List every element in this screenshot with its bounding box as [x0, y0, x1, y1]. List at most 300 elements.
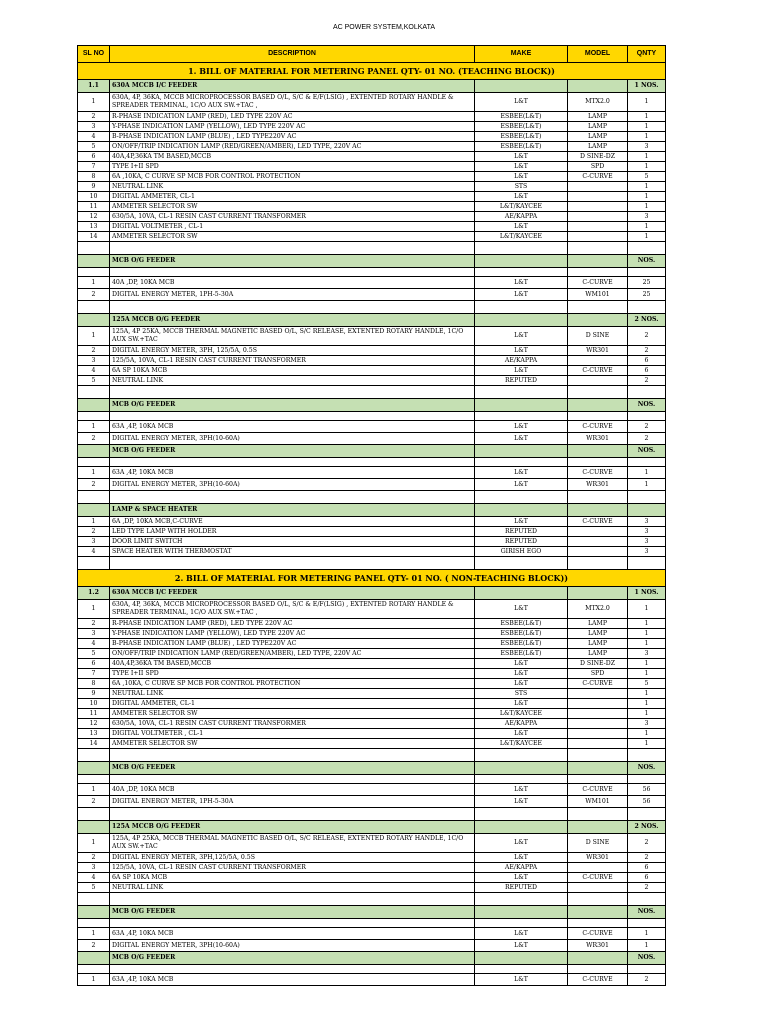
- description-cell: 125/5A, 10VA, CL-1 RESIN CAST CURRENT TRANSFORMER: [110, 863, 475, 873]
- make-cell: [475, 749, 568, 762]
- description-cell: TYPE I+II SPD: [110, 162, 475, 172]
- description-cell: DIGITAL ENERGY METER, 3PH(10-60A): [110, 433, 475, 445]
- description-cell: MCB O/G FEEDER: [110, 255, 475, 268]
- sl-no-cell: 3: [78, 629, 110, 639]
- model-cell: [568, 863, 628, 873]
- make-cell: STS: [475, 689, 568, 699]
- sl-no-cell: 9: [78, 689, 110, 699]
- table-row: [78, 639, 666, 649]
- description-cell: DIGITAL VOLTMETER , CL-1: [110, 222, 475, 232]
- quantity-cell: 2: [628, 853, 666, 863]
- sl-no-cell: 1: [78, 421, 110, 433]
- description-cell: [110, 965, 475, 974]
- quantity-cell: 1: [628, 629, 666, 639]
- feeder-header-row: [78, 445, 666, 458]
- description-cell: ON/OFF/TRIP INDICATION LAMP (RED/GREEN/AMBER), LED TYPE, 220V AC: [110, 142, 475, 152]
- description-cell: AMMETER SELECTOR SW: [110, 232, 475, 242]
- table-row: [78, 629, 666, 639]
- make-cell: ESBEE(L&T): [475, 619, 568, 629]
- make-cell: AE/KAPPA: [475, 212, 568, 222]
- model-cell: D SINE-DZ: [568, 152, 628, 162]
- table-header-row: [78, 46, 666, 63]
- description-cell: [110, 808, 475, 821]
- make-cell: [475, 242, 568, 255]
- make-cell: L&T: [475, 277, 568, 289]
- quantity-cell: 1: [628, 940, 666, 952]
- model-cell: [568, 504, 628, 517]
- table-row: [78, 699, 666, 709]
- table-row: [78, 679, 666, 689]
- table-row: [78, 689, 666, 699]
- table-row: [78, 376, 666, 386]
- description-cell: 6A SP 10KA MCB: [110, 366, 475, 376]
- table-row: [78, 873, 666, 883]
- quantity-cell: 5: [628, 172, 666, 182]
- make-cell: ESBEE(L&T): [475, 132, 568, 142]
- feeder-header-row: [78, 255, 666, 268]
- sl-no-cell: [78, 445, 110, 458]
- description-cell: [110, 557, 475, 570]
- make-cell: REPUTED: [475, 883, 568, 893]
- quantity-cell: 56: [628, 784, 666, 796]
- sl-no-cell: 10: [78, 699, 110, 709]
- description-cell: DIGITAL VOLTMETER , CL-1: [110, 729, 475, 739]
- model-cell: [568, 242, 628, 255]
- model-cell: C-CURVE: [568, 974, 628, 986]
- description-cell: 63A ,4P, 10KA MCB: [110, 421, 475, 433]
- sl-no-cell: [78, 399, 110, 412]
- make-cell: [475, 557, 568, 570]
- table-row: [78, 162, 666, 172]
- table-row: [78, 277, 666, 289]
- make-cell: L&T: [475, 853, 568, 863]
- make-cell: L&T: [475, 93, 568, 112]
- description-cell: 40A,4P,36KA TM BASED,MCCB: [110, 659, 475, 669]
- spacer-row: [78, 965, 666, 974]
- model-cell: [568, 587, 628, 600]
- table-row: [78, 467, 666, 479]
- sl-no-cell: 1: [78, 600, 110, 619]
- description-cell: 125A, 4P 25KA, MCCB THERMAL MAGNETIC BASED O/L, S/C RELEASE, EXTENTED ROTARY HANDLE, 1C/O AUX SW.+TAC: [110, 834, 475, 853]
- sl-no-cell: 2: [78, 796, 110, 808]
- sl-no-cell: 1.2: [78, 587, 110, 600]
- quantity-cell: 3: [628, 537, 666, 547]
- make-cell: [475, 821, 568, 834]
- sl-no-cell: [78, 412, 110, 421]
- table-row: [78, 182, 666, 192]
- description-cell: 630A MCCB I/C FEEDER: [110, 80, 475, 93]
- make-cell: L&T/KAYCEE: [475, 202, 568, 212]
- model-cell: D SINE: [568, 834, 628, 853]
- make-cell: [475, 399, 568, 412]
- description-cell: Y-PHASE INDICATION LAMP (YELLOW), LED TYPE 220V AC: [110, 122, 475, 132]
- quantity-cell: 1: [628, 729, 666, 739]
- description-cell: DIGITAL ENERGY METER, 3PH(10-60A): [110, 940, 475, 952]
- sl-no-cell: 12: [78, 719, 110, 729]
- description-cell: DIGITAL ENERGY METER, 1PH-5-30A: [110, 796, 475, 808]
- model-cell: [568, 202, 628, 212]
- description-cell: [110, 412, 475, 421]
- description-cell: NEUTRAL LINK: [110, 376, 475, 386]
- sl-no-cell: 4: [78, 366, 110, 376]
- make-cell: L&T: [475, 517, 568, 527]
- sl-no-cell: 3: [78, 863, 110, 873]
- description-cell: 630A, 4P, 36KA, MCCB MICROPROCESSOR BASED O/L, S/C & E/F(LSIG) , EXTENTED ROTARY HANDLE & SPREADER TERMINAL, 1C/O AUX SW.+TAC ,: [110, 600, 475, 619]
- description-cell: [110, 919, 475, 928]
- model-cell: [568, 709, 628, 719]
- description-cell: [110, 491, 475, 504]
- model-cell: [568, 689, 628, 699]
- model-cell: C-CURVE: [568, 172, 628, 182]
- make-cell: L&T: [475, 928, 568, 940]
- sl-no-cell: 2: [78, 112, 110, 122]
- quantity-cell: 1: [628, 152, 666, 162]
- model-cell: MTX2.0: [568, 600, 628, 619]
- feeder-header-row: [78, 821, 666, 834]
- table-row: [78, 784, 666, 796]
- table-row: [78, 222, 666, 232]
- table-row: [78, 517, 666, 527]
- table-row: [78, 112, 666, 122]
- feeder-header-row: [78, 399, 666, 412]
- quantity-cell: [628, 919, 666, 928]
- sl-no-cell: 10: [78, 192, 110, 202]
- table-row: [78, 527, 666, 537]
- model-cell: [568, 314, 628, 327]
- sl-no-cell: 8: [78, 679, 110, 689]
- make-cell: L&T: [475, 327, 568, 346]
- description-cell: B-PHASE INDICATION LAMP (BLUE) , LED TYPE220V AC: [110, 132, 475, 142]
- spacer-row: [78, 268, 666, 277]
- model-cell: WR301: [568, 346, 628, 356]
- quantity-cell: 3: [628, 547, 666, 557]
- model-cell: [568, 952, 628, 965]
- model-cell: LAMP: [568, 142, 628, 152]
- model-cell: [568, 268, 628, 277]
- quantity-cell: 1: [628, 222, 666, 232]
- description-cell: 630/5A, 10VA, CL-1 RESIN CAST CURRENT TRANSFORMER: [110, 212, 475, 222]
- quantity-cell: 1: [628, 659, 666, 669]
- table-row: [78, 346, 666, 356]
- quantity-cell: 3: [628, 649, 666, 659]
- column-header-model: MODEL: [568, 46, 628, 63]
- quantity-cell: 6: [628, 863, 666, 873]
- model-cell: [568, 412, 628, 421]
- quantity-cell: [628, 386, 666, 399]
- description-cell: 125A, 4P 25KA, MCCB THERMAL MAGNETIC BASED O/L, S/C RELEASE, EXTENTED ROTARY HANDLE, 1C/O AUX SW.+TAC: [110, 327, 475, 346]
- sl-no-cell: 1: [78, 327, 110, 346]
- description-cell: 6A ,10KA, C CURVE SP MCB FOR CONTROL PROTECTION: [110, 172, 475, 182]
- model-cell: [568, 762, 628, 775]
- model-cell: [568, 883, 628, 893]
- spacer-row: [78, 919, 666, 928]
- quantity-cell: 2: [628, 433, 666, 445]
- model-cell: LAMP: [568, 112, 628, 122]
- sl-no-cell: [78, 808, 110, 821]
- model-cell: SPD: [568, 162, 628, 172]
- make-cell: L&T: [475, 172, 568, 182]
- make-cell: L&T: [475, 346, 568, 356]
- description-cell: MCB O/G FEEDER: [110, 445, 475, 458]
- quantity-cell: 1: [628, 162, 666, 172]
- table-row: [78, 433, 666, 445]
- feeder-header-row: [78, 906, 666, 919]
- model-cell: LAMP: [568, 122, 628, 132]
- quantity-cell: [628, 557, 666, 570]
- model-cell: C-CURVE: [568, 467, 628, 479]
- model-cell: D SINE: [568, 327, 628, 346]
- table-row: [78, 93, 666, 112]
- sl-no-cell: [78, 458, 110, 467]
- quantity-cell: 56: [628, 796, 666, 808]
- sl-no-cell: [78, 491, 110, 504]
- quantity-cell: 2: [628, 346, 666, 356]
- model-cell: [568, 527, 628, 537]
- model-cell: [568, 255, 628, 268]
- quantity-cell: 1: [628, 479, 666, 491]
- table-row: [78, 142, 666, 152]
- quantity-cell: [628, 301, 666, 314]
- table-row: [78, 729, 666, 739]
- make-cell: L&T: [475, 729, 568, 739]
- table-row: [78, 289, 666, 301]
- model-cell: [568, 222, 628, 232]
- model-cell: WM101: [568, 289, 628, 301]
- quantity-cell: [628, 491, 666, 504]
- section-title: 2. BILL OF MATERIAL FOR METERING PANEL QTY- 01 NO. ( NON-TEACHING BLOCK)): [78, 570, 666, 587]
- table-row: [78, 619, 666, 629]
- quantity-cell: 1: [628, 709, 666, 719]
- description-cell: R-PHASE INDICATION LAMP (RED), LED TYPE 220V AC: [110, 619, 475, 629]
- feeder-header-row: [78, 762, 666, 775]
- spacer-row: [78, 775, 666, 784]
- model-cell: LAMP: [568, 629, 628, 639]
- sl-no-cell: [78, 952, 110, 965]
- make-cell: L&T: [475, 784, 568, 796]
- table-row: [78, 421, 666, 433]
- feeder-header-row: [78, 587, 666, 600]
- make-cell: [475, 906, 568, 919]
- quantity-cell: NOS.: [628, 445, 666, 458]
- make-cell: L&T: [475, 479, 568, 491]
- sl-no-cell: [78, 504, 110, 517]
- model-cell: C-CURVE: [568, 679, 628, 689]
- quantity-cell: 1: [628, 669, 666, 679]
- quantity-cell: 6: [628, 366, 666, 376]
- quantity-cell: [628, 504, 666, 517]
- quantity-cell: [628, 242, 666, 255]
- make-cell: [475, 762, 568, 775]
- quantity-cell: 1 NOS.: [628, 587, 666, 600]
- description-cell: 630A, 4P, 36KA, MCCB MICROPROCESSOR BASED O/L, S/C & E/F(LSIG) , EXTENTED ROTARY HANDLE & SPREADER TERMINAL, 1C/O AUX SW.+TAC ,: [110, 93, 475, 112]
- table-row: [78, 853, 666, 863]
- make-cell: GIRISH EGO: [475, 547, 568, 557]
- model-cell: [568, 919, 628, 928]
- section-title-row: [78, 570, 666, 587]
- model-cell: [568, 906, 628, 919]
- model-cell: LAMP: [568, 639, 628, 649]
- description-cell: [110, 242, 475, 255]
- model-cell: WR301: [568, 940, 628, 952]
- sl-no-cell: [78, 965, 110, 974]
- model-cell: [568, 80, 628, 93]
- sl-no-cell: 1: [78, 517, 110, 527]
- quantity-cell: 1: [628, 699, 666, 709]
- model-cell: WR301: [568, 433, 628, 445]
- model-cell: [568, 386, 628, 399]
- sl-no-cell: [78, 821, 110, 834]
- description-cell: AMMETER SELECTOR SW: [110, 739, 475, 749]
- sl-no-cell: 12: [78, 212, 110, 222]
- make-cell: L&T: [475, 940, 568, 952]
- quantity-cell: 1: [628, 192, 666, 202]
- model-cell: MTX2.0: [568, 93, 628, 112]
- description-cell: DIGITAL ENERGY METER, 3PH(10-60A): [110, 479, 475, 491]
- quantity-cell: 1: [628, 182, 666, 192]
- quantity-cell: 1: [628, 600, 666, 619]
- description-cell: NEUTRAL LINK: [110, 689, 475, 699]
- description-cell: DIGITAL AMMETER, CL-1: [110, 192, 475, 202]
- sl-no-cell: 1: [78, 784, 110, 796]
- sl-no-cell: 3: [78, 356, 110, 366]
- sl-no-cell: 4: [78, 873, 110, 883]
- description-cell: 6A SP 10KA MCB: [110, 873, 475, 883]
- table-row: [78, 928, 666, 940]
- quantity-cell: 3: [628, 212, 666, 222]
- make-cell: [475, 255, 568, 268]
- table-row: [78, 974, 666, 986]
- section-title: 1. BILL OF MATERIAL FOR METERING PANEL QTY- 01 NO. (TEACHING BLOCK)): [78, 63, 666, 80]
- model-cell: C-CURVE: [568, 928, 628, 940]
- sl-no-cell: [78, 255, 110, 268]
- quantity-cell: NOS.: [628, 399, 666, 412]
- quantity-cell: 5: [628, 679, 666, 689]
- description-cell: MCB O/G FEEDER: [110, 762, 475, 775]
- description-cell: [110, 458, 475, 467]
- description-cell: 63A ,4P, 10KA MCB: [110, 974, 475, 986]
- make-cell: [475, 808, 568, 821]
- sl-no-cell: 4: [78, 547, 110, 557]
- quantity-cell: [628, 412, 666, 421]
- make-cell: [475, 412, 568, 421]
- make-cell: L&T: [475, 796, 568, 808]
- make-cell: L&T/KAYCEE: [475, 232, 568, 242]
- sl-no-cell: [78, 893, 110, 906]
- spacer-row: [78, 808, 666, 821]
- quantity-cell: 2: [628, 974, 666, 986]
- description-cell: DOOR LIMIT SWITCH: [110, 537, 475, 547]
- make-cell: L&T: [475, 600, 568, 619]
- model-cell: [568, 965, 628, 974]
- make-cell: L&T: [475, 366, 568, 376]
- model-cell: C-CURVE: [568, 873, 628, 883]
- make-cell: L&T: [475, 162, 568, 172]
- model-cell: C-CURVE: [568, 366, 628, 376]
- make-cell: L&T: [475, 152, 568, 162]
- make-cell: L&T: [475, 679, 568, 689]
- model-cell: [568, 729, 628, 739]
- table-row: [78, 202, 666, 212]
- description-cell: 125A MCCB O/G FEEDER: [110, 314, 475, 327]
- feeder-header-row: [78, 952, 666, 965]
- spacer-row: [78, 557, 666, 570]
- make-cell: [475, 445, 568, 458]
- table-row: [78, 122, 666, 132]
- quantity-cell: 3: [628, 517, 666, 527]
- sl-no-cell: 5: [78, 142, 110, 152]
- table-row: [78, 327, 666, 346]
- make-cell: [475, 587, 568, 600]
- sl-no-cell: 2: [78, 289, 110, 301]
- sl-no-cell: [78, 314, 110, 327]
- description-cell: AMMETER SELECTOR SW: [110, 709, 475, 719]
- model-cell: [568, 893, 628, 906]
- table-row: [78, 649, 666, 659]
- sl-no-cell: 9: [78, 182, 110, 192]
- sl-no-cell: 13: [78, 222, 110, 232]
- description-cell: MCB O/G FEEDER: [110, 906, 475, 919]
- model-cell: [568, 356, 628, 366]
- description-cell: 63A ,4P, 10KA MCB: [110, 928, 475, 940]
- sl-no-cell: 13: [78, 729, 110, 739]
- make-cell: L&T: [475, 222, 568, 232]
- table-row: [78, 356, 666, 366]
- sl-no-cell: [78, 386, 110, 399]
- make-cell: ESBEE(L&T): [475, 629, 568, 639]
- model-cell: [568, 699, 628, 709]
- table-row: [78, 834, 666, 853]
- description-cell: R-PHASE INDICATION LAMP (RED), LED TYPE 220V AC: [110, 112, 475, 122]
- model-cell: LAMP: [568, 132, 628, 142]
- quantity-cell: 1 NOS.: [628, 80, 666, 93]
- sl-no-cell: 1: [78, 277, 110, 289]
- sl-no-cell: 1: [78, 974, 110, 986]
- description-cell: 40A ,DP, 10KA MCB: [110, 784, 475, 796]
- spacer-row: [78, 412, 666, 421]
- sl-no-cell: [78, 762, 110, 775]
- model-cell: C-CURVE: [568, 517, 628, 527]
- column-header-sl-no: SL NO: [78, 46, 110, 63]
- quantity-cell: 2 NOS.: [628, 821, 666, 834]
- table-row: [78, 152, 666, 162]
- table-row: [78, 659, 666, 669]
- quantity-cell: 2: [628, 376, 666, 386]
- description-cell: TYPE I+II SPD: [110, 669, 475, 679]
- description-cell: 40A,4P,36KA TM BASED,MCCB: [110, 152, 475, 162]
- model-cell: [568, 399, 628, 412]
- make-cell: [475, 952, 568, 965]
- spacer-row: [78, 242, 666, 255]
- table-row: [78, 547, 666, 557]
- quantity-cell: 1: [628, 639, 666, 649]
- make-cell: L&T: [475, 974, 568, 986]
- quantity-cell: NOS.: [628, 762, 666, 775]
- sl-no-cell: 2: [78, 619, 110, 629]
- description-cell: [110, 775, 475, 784]
- quantity-cell: 2 NOS.: [628, 314, 666, 327]
- sl-no-cell: 6: [78, 152, 110, 162]
- description-cell: B-PHASE INDICATION LAMP (BLUE) , LED TYPE220V AC: [110, 639, 475, 649]
- table-row: [78, 212, 666, 222]
- sl-no-cell: 2: [78, 479, 110, 491]
- sl-no-cell: 2: [78, 433, 110, 445]
- sl-no-cell: 5: [78, 883, 110, 893]
- model-cell: C-CURVE: [568, 277, 628, 289]
- make-cell: L&T/KAYCEE: [475, 739, 568, 749]
- table-row: [78, 232, 666, 242]
- model-cell: [568, 491, 628, 504]
- quantity-cell: 1: [628, 928, 666, 940]
